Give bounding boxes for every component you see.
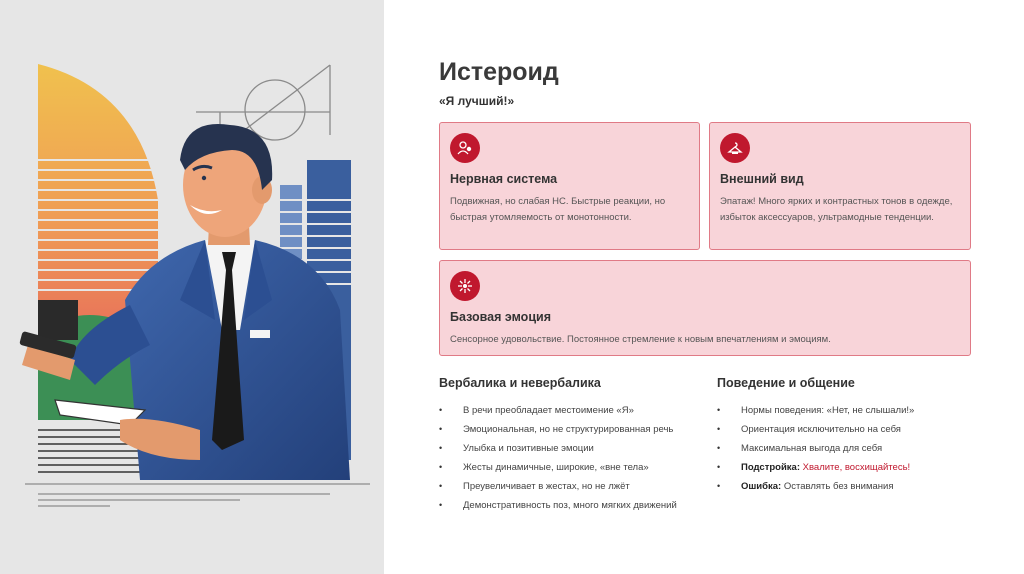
- tuning-label: Подстройка:: [741, 462, 800, 473]
- list-item: • Жесты динамичные, широкие, «вне тела»: [439, 458, 677, 477]
- businessman-illustration: [0, 0, 384, 574]
- list-item-tuning: [717, 458, 914, 477]
- mistake-value: Оставлять без внимания: [783, 481, 894, 492]
- card-nervous-system: [439, 122, 700, 250]
- list-item: • Улыбка и позитивные эмоции: [439, 439, 677, 458]
- list-item: • Преувеличивает в жестах, но не лжёт: [439, 477, 677, 496]
- card-nervous-text: Подвижная, но слабая НС. Быстрые реакции, но быстрая утомляемость от монотонности.: [450, 196, 666, 223]
- list-item-mistake: [717, 477, 914, 496]
- card-base-emotion: [439, 260, 971, 356]
- card-nervous-title: Нервная система: [450, 172, 558, 186]
- card-emotion-title: Базовая эмоция: [450, 310, 551, 324]
- tuning-value: Хвалите, восхищайтесь!: [802, 462, 911, 473]
- list-item: • Максимальная выгода для себя: [717, 439, 914, 458]
- card-emotion-text: Сенсорное удовольствие. Постоянное стремление к новым впечатлениям и эмоциям.: [450, 334, 831, 345]
- card-appearance: [709, 122, 971, 250]
- burst-icon: [450, 271, 480, 301]
- page-subtitle: «Я лучший!»: [439, 94, 515, 108]
- brain-person-icon: [450, 133, 480, 163]
- list-item: • Демонстративность поз, много мягких движений: [439, 496, 677, 515]
- list-item: • Нормы поведения: «Нет, не слышали!»: [717, 401, 914, 420]
- verbal-section-title: Вербалика и невербалика: [439, 376, 601, 390]
- list-item: • Эмоциональная, но не структурированная речь: [439, 420, 677, 439]
- card-appearance-title: Внешний вид: [720, 172, 804, 186]
- hanger-icon: [720, 133, 750, 163]
- page-title: Истероид: [439, 58, 559, 86]
- card-appearance-text: Эпатаж! Много ярких и контрастных тонов в одежде, избыток аксессуаров, ультрамодные тенденции.: [720, 196, 953, 223]
- verbal-list: [439, 401, 677, 515]
- behavior-list: [717, 401, 914, 496]
- behavior-section-title: Поведение и общение: [717, 376, 855, 390]
- mistake-label: Ошибка:: [741, 481, 782, 492]
- list-item: • Ориентация исключительно на себя: [717, 420, 914, 439]
- list-item: • В речи преобладает местоимение «Я»: [439, 401, 677, 420]
- illustration-panel: [0, 0, 384, 574]
